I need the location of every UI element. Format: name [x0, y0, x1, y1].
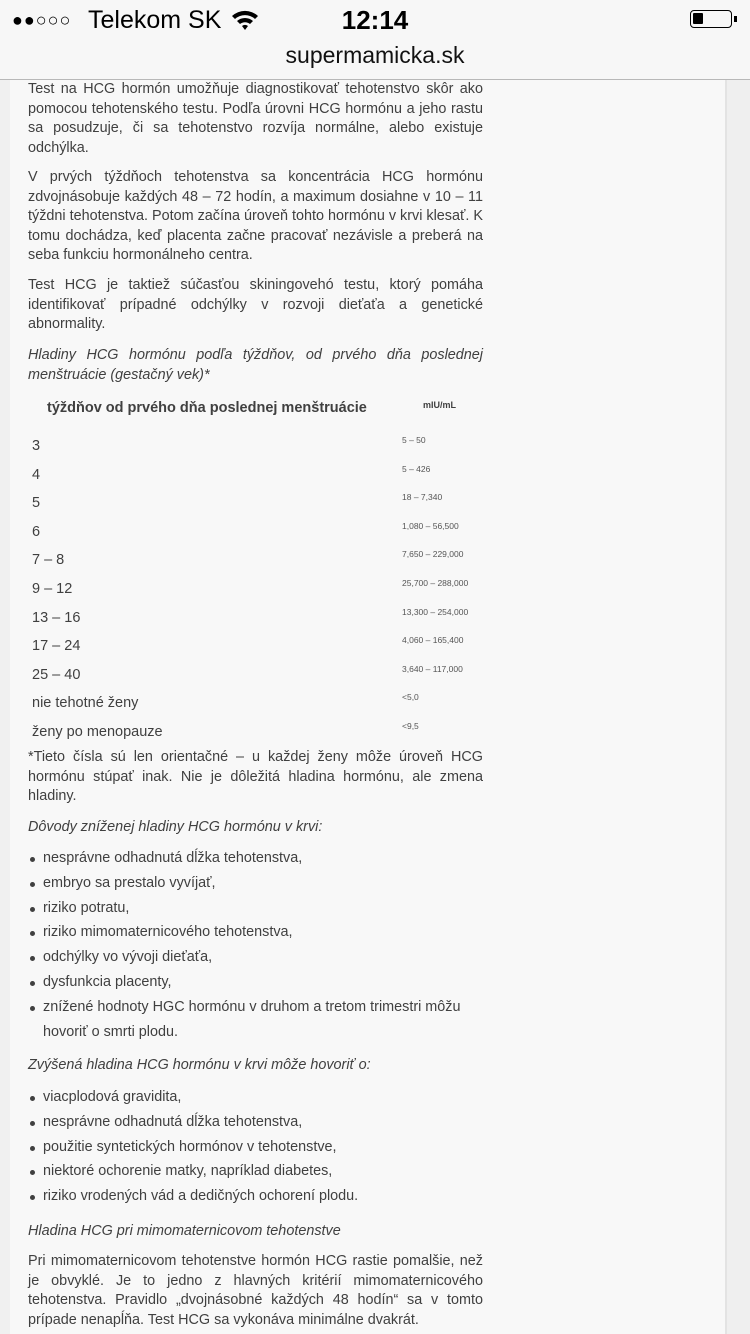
- list-item: odchýlky vo vývoji dieťaťa,: [28, 945, 483, 970]
- table-cell-value: 5 – 50: [402, 435, 426, 445]
- high-levels-list: [28, 1085, 483, 1209]
- list-item: niektoré ochorenie matky, napríklad diabetes,: [28, 1159, 483, 1184]
- table-cell-value: <5,0: [402, 692, 419, 703]
- table-cell-weeks: 7 – 8: [32, 552, 65, 569]
- column-header-weeks: týždňov od prvého dňa poslednej menštruácie: [47, 400, 367, 416]
- paragraph-doubling: V prvých týždňoch tehotenstva sa koncentrácia HCG hormónu zdvojnásobuje každých 48 – 72 hodín, a maximum dosiahne v 10 – 11 týždni tehotenstva. Potom začína úroveň tohto hormónu v krvi klesať. K tomu dochádza, keď placenta začne pracovať nezávisle a preberá na seba funkciu hormonálneho centra.: [28, 169, 483, 264]
- list-item: viacplodová gravidita,: [28, 1085, 483, 1110]
- table-cell-value: <9,5: [402, 721, 419, 731]
- table-cell-value: 7,650 – 229,000: [402, 549, 464, 560]
- table-cell-weeks: 3: [32, 438, 41, 454]
- list-item: použitie syntetických hormónov v tehotenstve,: [28, 1135, 483, 1160]
- carrier-name: Telekom SK: [88, 6, 222, 34]
- address-bar[interactable]: [0, 40, 750, 80]
- table-cell-value: 1,080 – 56,500: [402, 520, 459, 531]
- table-cell-weeks: 17 – 24: [32, 638, 81, 655]
- table-cell-value: 18 – 7,340: [402, 492, 443, 503]
- list-item: nesprávne odhadnutá dĺžka tehotenstva,: [28, 1110, 483, 1135]
- table-caption: Hladiny HCG hormónu podľa týždňov, od prvého dňa poslednej menštruácie (gestačný vek)*: [28, 347, 483, 383]
- battery-icon: [690, 10, 732, 28]
- signal-strength-icon: ●●○○○: [12, 10, 72, 30]
- paragraph-screening: Test HCG je taktiež súčasťou skiningovehó testu, ktorý pomáha identifikovať prípadné odchýlky v rozvoji dieťaťa a genetické abnormality.: [28, 277, 483, 333]
- table-cell-weeks: 4: [32, 466, 41, 483]
- paragraph-intro: Test na HCG hormón umožňuje diagnostikovať tehotenstvo skôr ako pomocou tehotenského testu. Podľa úrovni HCG hormónu a jeho rastu sa posudzuje, či sa tehotenstvo rozvíja normálne, alebo existuje odchýlka.: [28, 81, 483, 156]
- table-cell-value: 4,060 – 165,400: [402, 635, 464, 646]
- high-levels-heading: Zvýšená hladina HCG hormónu v krvi môže hovoriť o:: [28, 1057, 371, 1073]
- table-cell-weeks: 25 – 40: [32, 666, 81, 683]
- table-cell-value: 3,640 – 117,000: [402, 663, 463, 674]
- status-bar: [0, 0, 750, 40]
- list-item: embryo sa prestalo vyvíjať,: [28, 871, 483, 896]
- table-cell-weeks: 9 – 12: [32, 581, 73, 597]
- table-cell-weeks: ženy po menopauze: [32, 724, 163, 740]
- list-item: nesprávne odhadnutá dĺžka tehotenstva,: [28, 846, 483, 871]
- table-cell-weeks: 13 – 16: [32, 609, 81, 626]
- list-item: riziko potratu,: [28, 896, 483, 921]
- hcg-levels-table: [28, 398, 483, 748]
- list-item: dysfunkcia placenty,: [28, 970, 483, 995]
- ectopic-heading: Hladina HCG pri mimomaternicovom tehotenstve: [28, 1223, 341, 1239]
- low-levels-heading: Dôvody zníženej hladiny HCG hormónu v krvi:: [28, 819, 323, 835]
- url-text: supermamicka.sk: [285, 42, 465, 68]
- table-cell-value: 13,300 – 254,000: [402, 606, 469, 617]
- list-item: znížené hodnoty HGC hormónu v druhom a tretom trimestri môžu hovoriť o smrti plodu.: [28, 995, 483, 1045]
- list-item: riziko mimomaternicového tehotenstva,: [28, 920, 483, 945]
- table-cell-weeks: 6: [32, 523, 41, 540]
- column-header-unit: mIU/mL: [423, 400, 457, 410]
- table-cell-weeks: nie tehotné ženy: [32, 695, 139, 712]
- table-cell-value: 25,700 – 288,000: [402, 578, 469, 588]
- web-page: [10, 80, 725, 1334]
- clock: 12:14: [341, 5, 409, 35]
- table-cell-weeks: 5: [32, 495, 41, 512]
- list-item: riziko vrodených vád a dedičných ochorení plodu.: [28, 1184, 483, 1209]
- page-edge: [725, 80, 750, 1334]
- low-levels-list: [28, 846, 483, 1044]
- ectopic-paragraph: Pri mimomaternicovom tehotenstve hormón HCG rastie pomalšie, než je obvyklé. Je to jedno z hlavných kritérií mimomaternicového tehotenstva. Pravidlo „dvojnásobné každých 48 hodín“ sa v tomto prípade nenapĺňa. Test HCG sa vykonáva minimálne dvakrát.: [28, 1253, 483, 1328]
- table-footnote: *Tieto čísla sú len orientačné – u každej ženy môže úroveň HCG hormónu stúpať inak. Nie je dôležitá hladina hormónu, ale zmena hladiny.: [28, 749, 483, 805]
- table-cell-value: 5 – 426: [402, 463, 431, 474]
